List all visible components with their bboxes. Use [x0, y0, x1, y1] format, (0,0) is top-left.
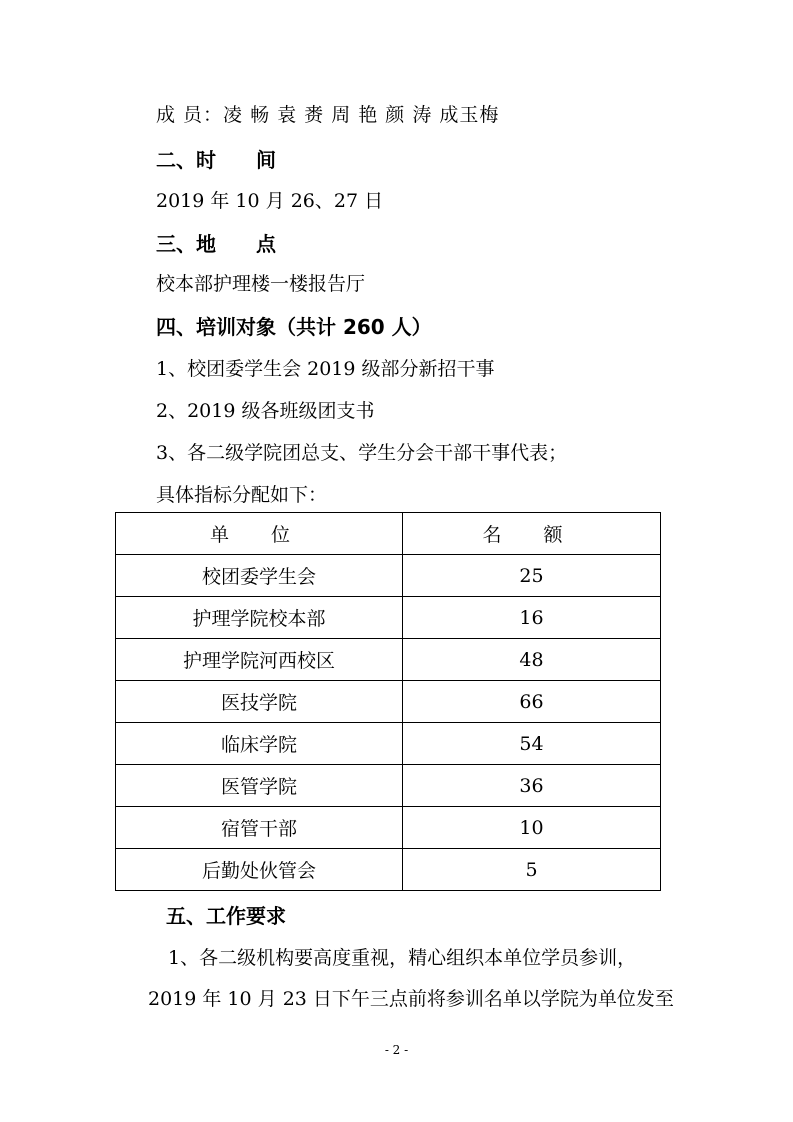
- unit-cell: 医技学院: [116, 681, 403, 723]
- section-place-heading: 三、地 点: [156, 232, 276, 256]
- section-requirements-heading: 五、工作要求: [166, 904, 286, 928]
- requirement-paragraph-line: 1、各二级机构要高度重视，精心组织本单位学员参训，: [168, 947, 637, 969]
- quota-cell: 25: [403, 555, 661, 597]
- quota-cell: 48: [403, 639, 661, 681]
- table-row: [116, 765, 661, 807]
- table-row: [116, 555, 661, 597]
- section-time-heading: 二、时 间: [156, 148, 276, 172]
- training-date: 2019 年 10 月 26、27 日: [156, 190, 384, 212]
- table-row: [116, 639, 661, 681]
- distribution-intro: 具体指标分配如下：: [156, 484, 328, 506]
- quota-cell: 10: [403, 807, 661, 849]
- unit-cell: 校团委学生会: [116, 555, 403, 597]
- members-line: 成 员：凌 畅 袁 赉 周 艳 颜 涛 成玉梅: [156, 104, 500, 126]
- table-row: [116, 597, 661, 639]
- unit-cell: 临床学院: [116, 723, 403, 765]
- section-target-heading: 四、培训对象（共计 260 人）: [156, 315, 432, 339]
- unit-cell: 护理学院河西校区: [116, 639, 403, 681]
- quota-cell: 54: [403, 723, 661, 765]
- quota-cell: 36: [403, 765, 661, 807]
- training-place: 校本部护理楼一楼报告厅: [156, 273, 366, 295]
- quota-cell: 16: [403, 597, 661, 639]
- table-row: [116, 807, 661, 849]
- table-row: [116, 723, 661, 765]
- quota-cell: 5: [403, 849, 661, 891]
- requirement-paragraph-line: 2019 年 10 月 23 日下午三点前将参训名单以学院为单位发至: [148, 988, 674, 1010]
- unit-cell: 后勤处伙管会: [116, 849, 403, 891]
- unit-cell: 宿管干部: [116, 807, 403, 849]
- table-header-row: [116, 513, 661, 555]
- quota-table: [115, 512, 661, 891]
- column-header-quota: 名 额: [403, 513, 661, 555]
- column-header-unit: 单 位: [116, 513, 403, 555]
- target-item: 3、各二级学院团总支、学生分会干部干事代表；: [156, 442, 568, 464]
- table-row: [116, 849, 661, 891]
- quota-cell: 66: [403, 681, 661, 723]
- unit-cell: 护理学院校本部: [116, 597, 403, 639]
- target-item: 1、校团委学生会 2019 级部分新招干事: [156, 358, 495, 380]
- page-number: - 2 -: [384, 1043, 409, 1057]
- unit-cell: 医管学院: [116, 765, 403, 807]
- target-item: 2、2019 级各班级团支书: [156, 400, 375, 422]
- table-row: [116, 681, 661, 723]
